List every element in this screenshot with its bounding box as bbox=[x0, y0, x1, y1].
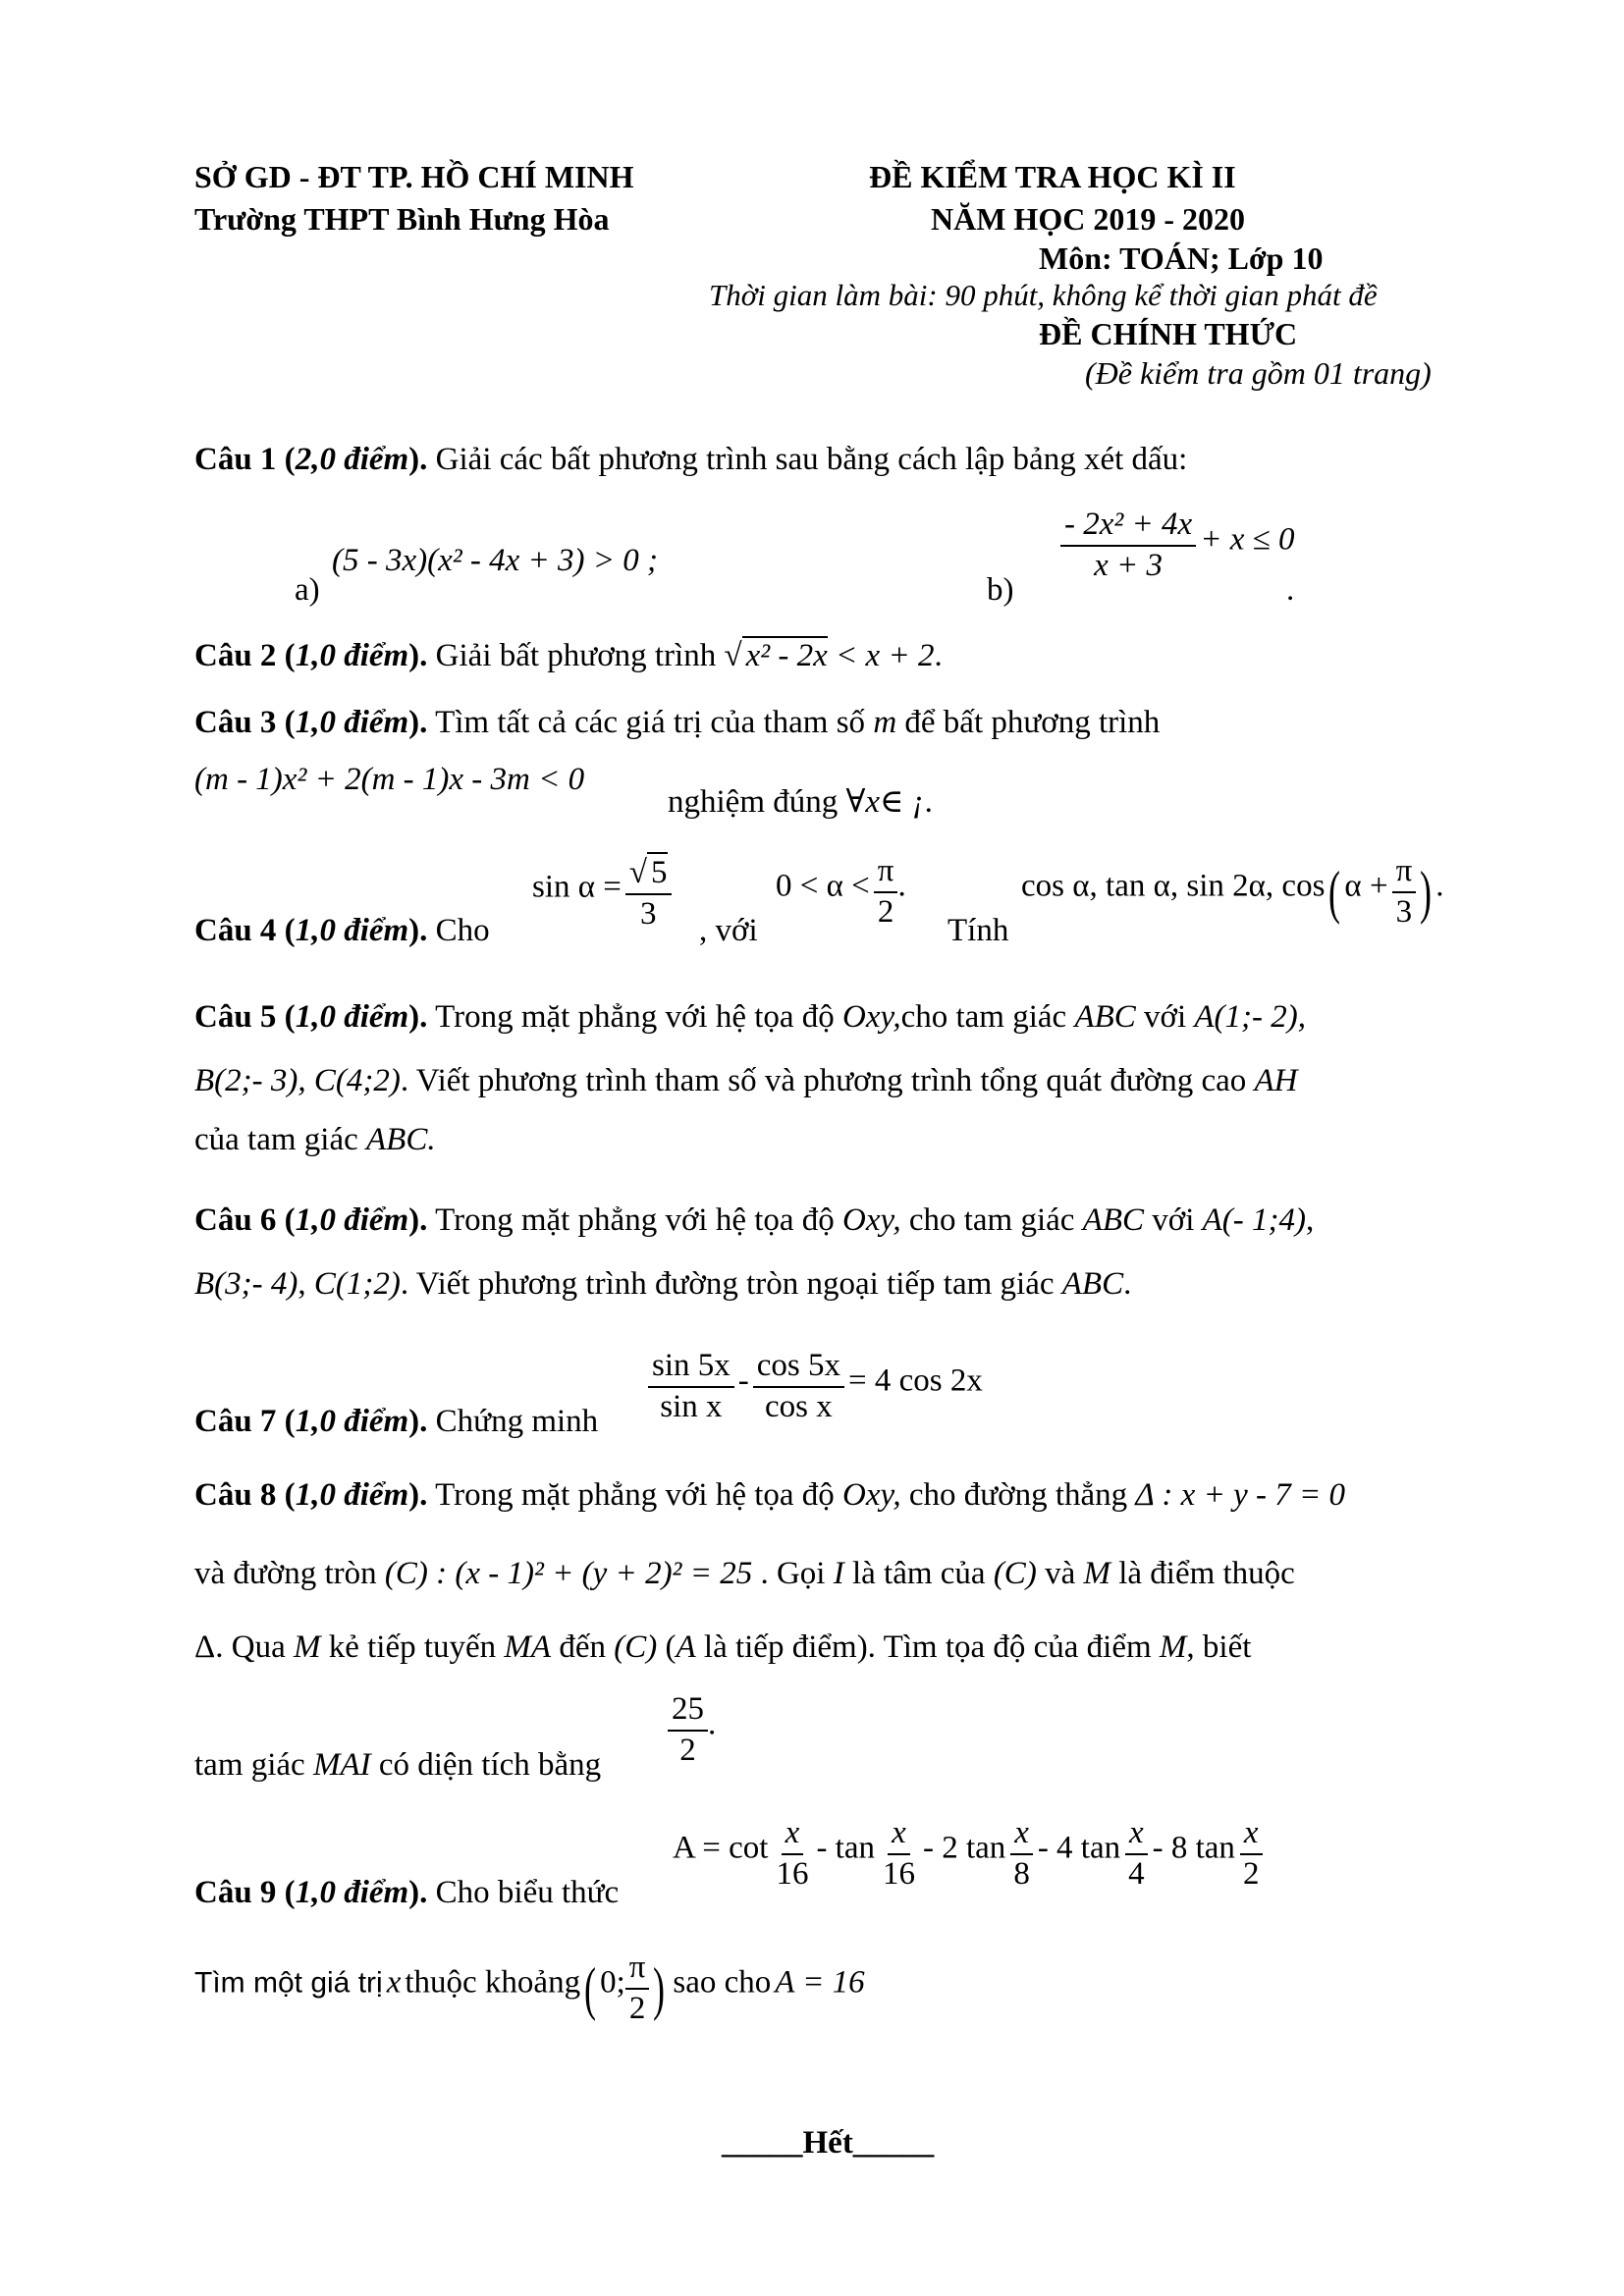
question-2: Câu 2 (1,0 điểm). Giải bất phương trình √ x² - 2x < x + 2. bbox=[194, 638, 943, 673]
time-allowed: Thời gian làm bài: 90 phút, không kể thời gian phát đề bbox=[709, 278, 1378, 312]
q1-part-b-label: b) bbox=[987, 572, 1014, 608]
q4-with: , với bbox=[699, 913, 758, 948]
q1-end: . bbox=[1286, 572, 1295, 608]
q1-part-b-expression: $\frac{\text{- 2x² + 4x}}{x + 3}$ + x ≤ 0 bbox=[1060, 506, 1294, 585]
q3-expression: (m - 1)x² + 2(m - 1)x - 3m < 0 bbox=[194, 762, 585, 797]
question-6: Câu 6 (1,0 điểm). Trong mặt phẳng với hệ tọa độ Oxy, cho tam giác ABC với A(- 1;4), bbox=[194, 1202, 1315, 1238]
q8-line-4: tam giác MAI có diện tích bằng bbox=[194, 1747, 602, 1783]
page-count: (Đề kiểm tra gồm 01 trang) bbox=[1085, 355, 1432, 391]
question-3: Câu 3 (1,0 điểm). Tìm tất cả các giá trị của tham số m để bất phương trình bbox=[194, 705, 1161, 740]
question-7-label: Câu 7 (1,0 điểm). Chứng minh bbox=[194, 1404, 599, 1439]
q7-identity: $\frac{\sin 5x}{\text{sin x}}$ - $\frac{\cos 5x}{\text{cos x}}$ = 4 cos 2x bbox=[648, 1347, 983, 1426]
question-8: Câu 8 (1,0 điểm). Trong mặt phẳng với hệ tọa độ Oxy, cho đường thẳng Δ : x + y - 7 = 0 bbox=[194, 1477, 1345, 1513]
q1-part-a-expression: (5 - 3x)(x² - 4x + 3) > 0 ; bbox=[332, 543, 659, 578]
end-marker: _____Hết_____ bbox=[722, 2125, 935, 2161]
q9-expression: A = cot $\frac{x}{16}$ - tan $\frac{x}{16}$ - 2 tan $\frac{x}{8}$ - 4 tan $\frac{x}{4}$ - 8 tan $\frac{x}{2}$ bbox=[673, 1814, 1263, 1894]
question-9-label: Câu 9 (1,0 điểm). Cho biểu thức bbox=[194, 1875, 620, 1910]
question-1: Câu 1 (2,0 điểm). Giải các bất phương trình sau bằng cách lập bảng xét dấu: bbox=[194, 442, 1188, 477]
q9-line-2: Tìm một giá trị x thuộc khoảng( 0; $\frac{\pi}{2}$ ) sao cho A = 16 bbox=[194, 1949, 865, 2026]
exam-title: ĐỀ KIỂM TRA HỌC KÌ II bbox=[869, 159, 1236, 194]
q3-condition: nghiệm đúng ∀x∈ ¡. bbox=[668, 784, 933, 820]
q5-line-2: B(2;- 3), C(4;2). Viết phương trình tham số và phương trình tổng quát đường cao AH bbox=[194, 1063, 1298, 1098]
official-label: ĐỀ CHÍNH THỨC bbox=[1039, 316, 1298, 351]
question-5: Câu 5 (1,0 điểm). Trong mặt phẳng với hệ tọa độ Oxy,cho tam giác ABC với A(1;- 2), bbox=[194, 999, 1307, 1035]
q5-line-3: của tam giác ABC. bbox=[194, 1122, 436, 1157]
q4-sine-value: sin α = $\frac{√ 5}{3}$ bbox=[532, 852, 672, 934]
question-4-label: Câu 4 (1,0 điểm). Cho bbox=[194, 913, 490, 948]
q6-line-2: B(3;- 4), C(1;2). Viết phương trình đường tròn ngoại tiếp tam giác ABC. bbox=[194, 1266, 1132, 1302]
q4-compute: Tính bbox=[947, 913, 1009, 948]
q8-line-3: Δ. Qua M kẻ tiếp tuyến MA đến (C) (A là tiếp điểm). Tìm tọa độ của điểm M, biết bbox=[194, 1629, 1252, 1665]
q8-area-value: $\frac{25}{2}$ . bbox=[668, 1690, 716, 1770]
subject: Môn: TOÁN; Lớp 10 bbox=[1039, 240, 1324, 276]
q8-line-2: và đường tròn (C) : (x - 1)² + (y + 2)² = 25 . Gọi I là tâm của (C) và M là điểm thuộc bbox=[194, 1556, 1295, 1591]
school-year: NĂM HỌC 2019 - 2020 bbox=[931, 201, 1245, 237]
q4-expressions: cos α, tan α, sin 2α, cos( α + $\frac{\pi}{3}$ ) . bbox=[1021, 853, 1444, 930]
department-name: SỞ GD - ĐT TP. HỒ CHÍ MINH bbox=[194, 159, 634, 194]
q1-part-a-label: a) bbox=[295, 572, 320, 608]
q4-alpha-range: 0 < α < $\frac{\pi}{2}$ . bbox=[776, 853, 906, 930]
school-name: Trường THPT Bình Hưng Hòa bbox=[194, 201, 610, 237]
